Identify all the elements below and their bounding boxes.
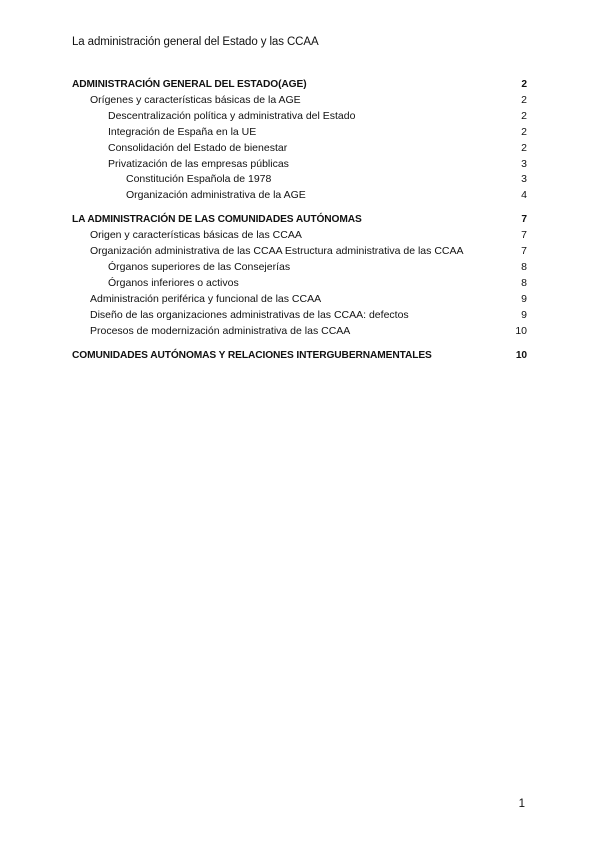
page-header-title: La administración general del Estado y las CCAA <box>72 36 319 48</box>
toc-entry[interactable] <box>72 109 528 125</box>
toc-entry-page: 2 <box>521 141 527 154</box>
toc-entry[interactable] <box>72 276 528 292</box>
toc-entry-page: 2 <box>521 79 527 90</box>
toc-entry[interactable] <box>72 93 528 109</box>
toc-entry-text: Órganos inferiores o activos <box>108 276 239 289</box>
toc-entry-page: 8 <box>521 276 527 289</box>
toc-entry[interactable] <box>72 228 528 244</box>
toc-entry-page: 10 <box>515 324 527 337</box>
toc-entry-text: Organización administrativa de las CCAA Estructura administrativa de las CCAA <box>90 245 464 258</box>
toc-entry-text: Consolidación del Estado de bienestar <box>108 141 288 154</box>
toc-entry[interactable] <box>72 260 528 276</box>
toc-entry-page: 10 <box>515 349 527 361</box>
table-of-contents <box>72 77 528 363</box>
toc-entry[interactable] <box>72 348 528 364</box>
toc-entry-text: Descentralización política y administrativa del Estado <box>108 109 356 122</box>
toc-entry[interactable] <box>72 212 528 228</box>
toc-entry-page: 7 <box>521 229 527 242</box>
toc-entry-page: 2 <box>521 109 527 122</box>
toc-entry[interactable] <box>72 125 528 141</box>
toc-entry-text: Órganos superiores de las Consejerías <box>108 260 291 273</box>
toc-entry-text: Integración de España en la UE <box>108 125 257 138</box>
toc-entry-text: Privatización de las empresas públicas <box>108 157 289 170</box>
toc-entry-page: 9 <box>521 292 527 305</box>
toc-entry-page: 2 <box>521 93 527 106</box>
toc-entry[interactable] <box>72 157 528 173</box>
toc-entry-text: Orígenes y características básicas de la AGE <box>90 93 301 106</box>
toc-entry-text: Origen y características básicas de las CCAA <box>90 229 302 242</box>
toc-entry-text: Organización administrativa de la AGE <box>126 189 306 202</box>
toc-entry-page: 3 <box>521 157 527 170</box>
page-number: 1 <box>518 798 525 810</box>
toc-entry[interactable] <box>72 77 528 93</box>
toc-entry[interactable] <box>72 324 528 340</box>
toc-entry-text: LA ADMINISTRACIÓN DE LAS COMUNIDADES AUTÓNOMAS <box>72 214 362 226</box>
toc-entry-page: 4 <box>521 189 527 202</box>
toc-entry-page: 9 <box>521 308 527 321</box>
toc-entry-text: Diseño de las organizaciones administrativas de las CCAA: defectos <box>90 308 409 321</box>
toc-entry[interactable] <box>72 308 528 324</box>
toc-entry[interactable] <box>72 292 528 308</box>
toc-entry-page: 3 <box>521 173 527 186</box>
toc-entry[interactable] <box>72 172 528 188</box>
toc-entry-page: 7 <box>521 214 527 226</box>
toc-entry-text: Administración periférica y funcional de las CCAA <box>90 292 322 305</box>
toc-entry-page: 8 <box>521 260 527 273</box>
toc-entry-text: ADMINISTRACIÓN GENERAL DEL ESTADO(AGE) <box>72 79 307 90</box>
toc-entry-text: COMUNIDADES AUTÓNOMAS Y RELACIONES INTERGUBERNAMENTALES <box>72 349 432 361</box>
toc-entry-page: 2 <box>521 125 527 138</box>
toc-entry-text: Constitución Española de 1978 <box>126 173 272 186</box>
toc-entry-text: Procesos de modernización administrativa de las CCAA <box>90 324 351 337</box>
toc-entry-page: 7 <box>521 245 527 258</box>
toc-entry[interactable] <box>72 188 528 204</box>
toc-entry[interactable] <box>72 141 528 157</box>
toc-entry[interactable] <box>72 244 528 260</box>
